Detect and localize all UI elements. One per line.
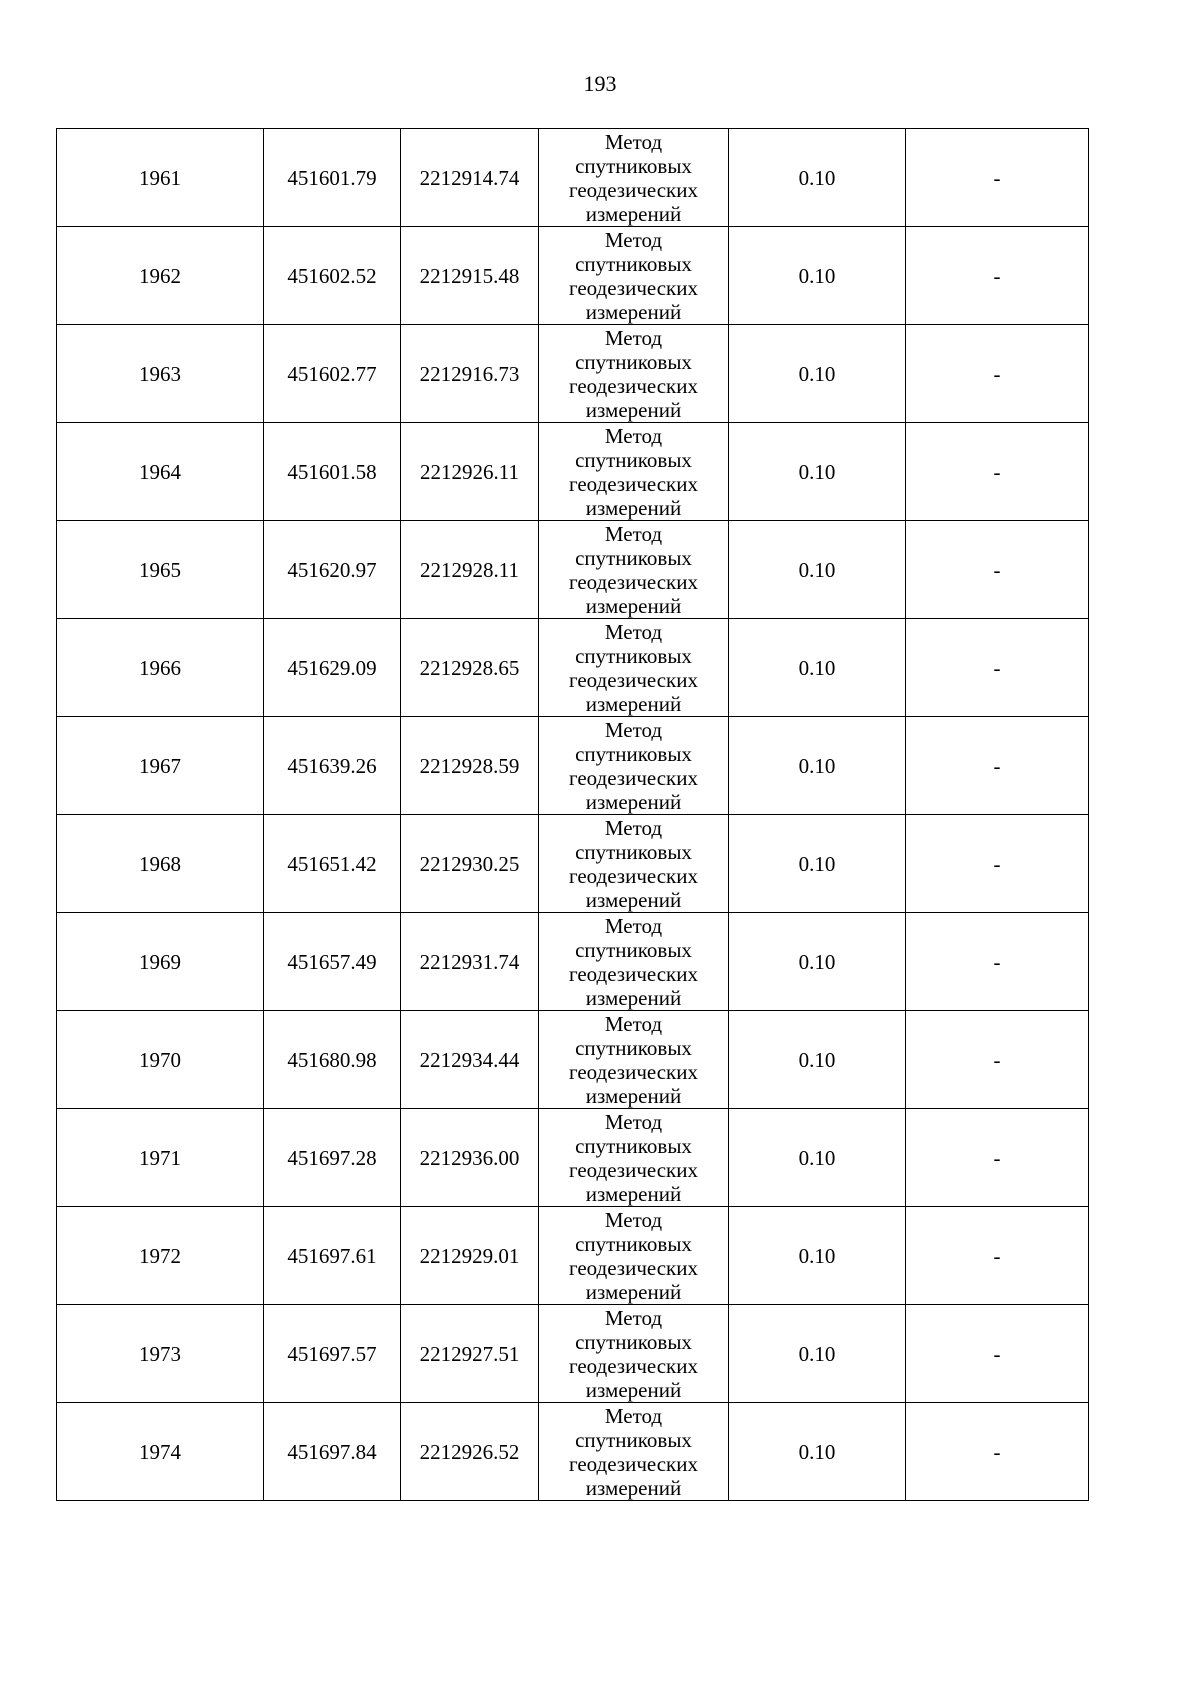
note-cell: -	[906, 1011, 1089, 1109]
point-number-cell: 1969	[57, 913, 264, 1011]
accuracy-cell: 0.10	[729, 1207, 906, 1305]
method-line: измерений	[585, 201, 682, 226]
y-coordinate-cell: 2212926.52	[401, 1403, 539, 1501]
method-line: Метод	[604, 815, 663, 840]
y-coordinate-cell: 2212915.48	[401, 227, 539, 325]
y-coordinate-cell: 2212916.73	[401, 325, 539, 423]
x-coordinate-cell: 451680.98	[264, 1011, 401, 1109]
accuracy-cell: 0.10	[729, 1403, 906, 1501]
method-line: геодезических	[568, 1353, 698, 1378]
method-line: спутниковых	[575, 1329, 692, 1354]
method-line: геодезических	[568, 765, 698, 790]
method-line: измерений	[585, 985, 682, 1010]
table-row	[57, 717, 1089, 815]
y-coordinate-cell: 2212929.01	[401, 1207, 539, 1305]
x-coordinate-cell: 451620.97	[264, 521, 401, 619]
table-row	[57, 913, 1089, 1011]
method-cell	[539, 1011, 729, 1109]
method-line: Метод	[604, 129, 663, 154]
method-line: Метод	[604, 717, 663, 742]
table-row	[57, 325, 1089, 423]
x-coordinate-cell: 451601.79	[264, 129, 401, 227]
method-cell	[539, 1109, 729, 1207]
method-line: спутниковых	[575, 153, 692, 178]
accuracy-cell: 0.10	[729, 423, 906, 521]
point-number-cell: 1970	[57, 1011, 264, 1109]
y-coordinate-cell: 2212936.00	[401, 1109, 539, 1207]
method-line: измерений	[585, 1083, 682, 1108]
table-row	[57, 815, 1089, 913]
method-cell	[539, 1207, 729, 1305]
method-line: спутниковых	[575, 741, 692, 766]
table-row	[57, 1207, 1089, 1305]
method-line: геодезических	[568, 569, 698, 594]
accuracy-cell: 0.10	[729, 815, 906, 913]
table-row	[57, 227, 1089, 325]
method-line: геодезических	[568, 1157, 698, 1182]
method-cell	[539, 521, 729, 619]
x-coordinate-cell: 451697.61	[264, 1207, 401, 1305]
point-number-cell: 1962	[57, 227, 264, 325]
page-number: 193	[583, 71, 617, 96]
note-cell: -	[906, 1207, 1089, 1305]
x-coordinate-cell: 451639.26	[264, 717, 401, 815]
method-line: Метод	[604, 913, 663, 938]
point-number-cell: 1964	[57, 423, 264, 521]
x-coordinate-cell: 451657.49	[264, 913, 401, 1011]
method-cell	[539, 1305, 729, 1403]
method-line: измерений	[585, 1475, 682, 1500]
method-line: Метод	[604, 619, 663, 644]
method-line: Метод	[604, 325, 663, 350]
x-coordinate-cell: 451697.84	[264, 1403, 401, 1501]
note-cell: -	[906, 1305, 1089, 1403]
y-coordinate-cell: 2212930.25	[401, 815, 539, 913]
table-row	[57, 521, 1089, 619]
method-cell	[539, 325, 729, 423]
method-line: измерений	[585, 1181, 682, 1206]
y-coordinate-cell: 2212931.74	[401, 913, 539, 1011]
point-number-cell: 1968	[57, 815, 264, 913]
accuracy-cell: 0.10	[729, 913, 906, 1011]
method-line: геодезических	[568, 471, 698, 496]
point-number-cell: 1966	[57, 619, 264, 717]
method-line: Метод	[604, 1305, 663, 1330]
accuracy-cell: 0.10	[729, 1011, 906, 1109]
method-line: геодезических	[568, 177, 698, 202]
method-cell	[539, 129, 729, 227]
y-coordinate-cell: 2212928.59	[401, 717, 539, 815]
accuracy-cell: 0.10	[729, 521, 906, 619]
method-line: Метод	[604, 1109, 663, 1134]
x-coordinate-cell: 451697.28	[264, 1109, 401, 1207]
y-coordinate-cell: 2212928.65	[401, 619, 539, 717]
note-cell: -	[906, 913, 1089, 1011]
accuracy-cell: 0.10	[729, 619, 906, 717]
accuracy-cell: 0.10	[729, 1305, 906, 1403]
x-coordinate-cell: 451651.42	[264, 815, 401, 913]
point-number-cell: 1961	[57, 129, 264, 227]
method-line: Метод	[604, 1011, 663, 1036]
x-coordinate-cell: 451697.57	[264, 1305, 401, 1403]
method-line: измерений	[585, 887, 682, 912]
y-coordinate-cell: 2212928.11	[401, 521, 539, 619]
method-line: геодезических	[568, 961, 698, 986]
method-line: Метод	[604, 1207, 663, 1232]
method-line: спутниковых	[575, 251, 692, 276]
point-number-cell: 1967	[57, 717, 264, 815]
method-cell	[539, 815, 729, 913]
method-line: геодезических	[568, 863, 698, 888]
note-cell: -	[906, 325, 1089, 423]
method-line: измерений	[585, 593, 682, 618]
y-coordinate-cell: 2212914.74	[401, 129, 539, 227]
note-cell: -	[906, 619, 1089, 717]
method-line: спутниковых	[575, 1427, 692, 1452]
x-coordinate-cell: 451601.58	[264, 423, 401, 521]
method-cell	[539, 619, 729, 717]
method-line: спутниковых	[575, 1133, 692, 1158]
accuracy-cell: 0.10	[729, 717, 906, 815]
method-line: измерений	[585, 1279, 682, 1304]
method-line: спутниковых	[575, 349, 692, 374]
table-row	[57, 129, 1089, 227]
method-line: спутниковых	[575, 643, 692, 668]
method-line: Метод	[604, 521, 663, 546]
method-line: спутниковых	[575, 545, 692, 570]
note-cell: -	[906, 129, 1089, 227]
accuracy-cell: 0.10	[729, 1109, 906, 1207]
method-line: измерений	[585, 299, 682, 324]
method-line: измерений	[585, 1377, 682, 1402]
x-coordinate-cell: 451602.77	[264, 325, 401, 423]
accuracy-cell: 0.10	[729, 227, 906, 325]
x-coordinate-cell: 451629.09	[264, 619, 401, 717]
table-row	[57, 1011, 1089, 1109]
accuracy-cell: 0.10	[729, 129, 906, 227]
note-cell: -	[906, 423, 1089, 521]
point-number-cell: 1974	[57, 1403, 264, 1501]
table-row	[57, 1109, 1089, 1207]
method-cell	[539, 423, 729, 521]
point-number-cell: 1963	[57, 325, 264, 423]
note-cell: -	[906, 521, 1089, 619]
method-line: спутниковых	[575, 1231, 692, 1256]
note-cell: -	[906, 1109, 1089, 1207]
y-coordinate-cell: 2212927.51	[401, 1305, 539, 1403]
point-number-cell: 1971	[57, 1109, 264, 1207]
x-coordinate-cell: 451602.52	[264, 227, 401, 325]
method-line: геодезических	[568, 1451, 698, 1476]
method-line: спутниковых	[575, 447, 692, 472]
note-cell: -	[906, 1403, 1089, 1501]
method-line: геодезических	[568, 1059, 698, 1084]
method-line: спутниковых	[575, 839, 692, 864]
method-line: геодезических	[568, 373, 698, 398]
point-number-cell: 1972	[57, 1207, 264, 1305]
method-line: геодезических	[568, 1255, 698, 1280]
coordinates-table-body	[57, 129, 1089, 1501]
method-line: спутниковых	[575, 1035, 692, 1060]
method-line: измерений	[585, 691, 682, 716]
point-number-cell: 1973	[57, 1305, 264, 1403]
method-line: Метод	[604, 227, 663, 252]
method-line: геодезических	[568, 275, 698, 300]
method-cell	[539, 913, 729, 1011]
table-row	[57, 1305, 1089, 1403]
table-row	[57, 1403, 1089, 1501]
method-line: измерений	[585, 789, 682, 814]
method-line: спутниковых	[575, 937, 692, 962]
method-cell	[539, 717, 729, 815]
table-row	[57, 423, 1089, 521]
note-cell: -	[906, 717, 1089, 815]
coordinates-table	[56, 128, 1089, 1501]
method-line: геодезических	[568, 667, 698, 692]
y-coordinate-cell: 2212926.11	[401, 423, 539, 521]
method-cell	[539, 1403, 729, 1501]
note-cell: -	[906, 227, 1089, 325]
table-row	[57, 619, 1089, 717]
method-line: измерений	[585, 495, 682, 520]
point-number-cell: 1965	[57, 521, 264, 619]
method-line: Метод	[604, 423, 663, 448]
accuracy-cell: 0.10	[729, 325, 906, 423]
method-cell	[539, 227, 729, 325]
y-coordinate-cell: 2212934.44	[401, 1011, 539, 1109]
method-line: измерений	[585, 397, 682, 422]
note-cell: -	[906, 815, 1089, 913]
method-line: Метод	[604, 1403, 663, 1428]
